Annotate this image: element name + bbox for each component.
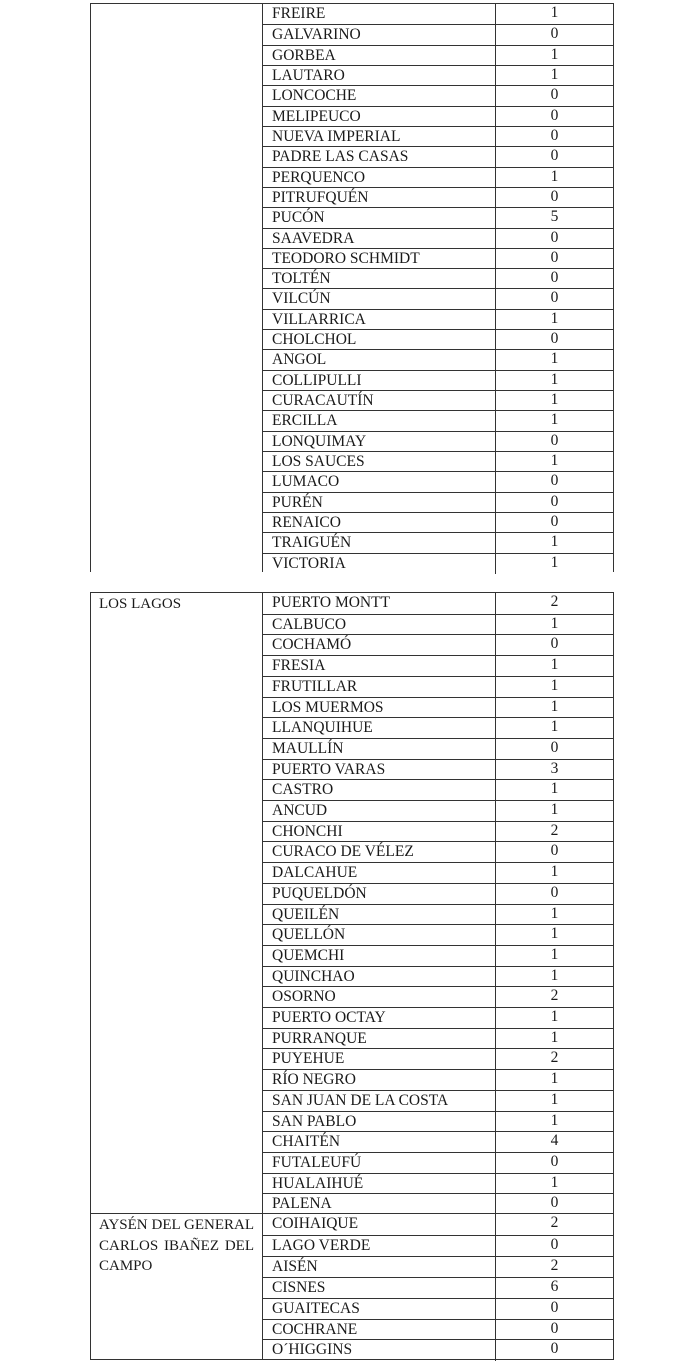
commune-count: 0 xyxy=(495,634,613,656)
commune-name: GALVARINO xyxy=(272,26,361,44)
commune-name: SAN PABLO xyxy=(272,1112,357,1130)
table-row xyxy=(263,431,613,451)
commune-count: 1 xyxy=(495,655,613,677)
commune-name: COIHAIQUE xyxy=(272,1215,359,1232)
commune-count: 0 xyxy=(495,492,613,513)
commune-count: 0 xyxy=(495,431,613,452)
commune-name: PURÉN xyxy=(272,493,323,511)
table-row xyxy=(263,1214,613,1235)
commune-count: 3 xyxy=(495,759,613,781)
table-row xyxy=(263,1152,613,1173)
commune-name: SAAVEDRA xyxy=(272,229,355,247)
commune-count: 0 xyxy=(495,1339,613,1361)
commune-name: CASTRO xyxy=(272,781,334,799)
region-cell xyxy=(91,4,263,572)
table-row xyxy=(263,759,613,780)
commune-count: 0 xyxy=(495,1193,613,1215)
commune-name: LOS MUERMOS xyxy=(272,698,384,716)
commune-count: 0 xyxy=(495,471,613,492)
table-row xyxy=(263,4,613,24)
commune-name: O´HIGGINS xyxy=(272,1341,353,1359)
commune-name: COCHAMÓ xyxy=(272,636,352,654)
commune-rows xyxy=(263,1214,613,1360)
table-row xyxy=(263,655,613,676)
table-row xyxy=(263,390,613,410)
commune-name: VILLARRICA xyxy=(272,310,366,328)
commune-name: ANCUD xyxy=(272,802,328,819)
table-row xyxy=(263,945,613,966)
commune-name: TRAIGUÉN xyxy=(272,534,352,552)
commune-name: GUAITECAS xyxy=(272,1299,360,1317)
table-bottom-border xyxy=(90,1359,614,1360)
commune-name: PUYEHUE xyxy=(272,1050,345,1068)
commune-count: 1 xyxy=(495,65,613,86)
commune-count: 0 xyxy=(495,85,613,106)
commune-name: LONCOCHE xyxy=(272,87,357,105)
commune-count: 0 xyxy=(495,24,613,45)
table-row xyxy=(263,1007,613,1028)
commune-count: 0 xyxy=(495,228,613,249)
table-row xyxy=(263,738,613,759)
commune-name: LOS SAUCES xyxy=(272,453,365,471)
table-row xyxy=(263,126,613,146)
commune-count: 6 xyxy=(495,1277,613,1299)
commune-count: 1 xyxy=(495,1069,613,1091)
table-row xyxy=(263,676,613,697)
table-row xyxy=(263,370,613,390)
commune-count: 1 xyxy=(495,945,613,967)
table-row xyxy=(263,349,613,369)
table-row xyxy=(263,1173,613,1194)
commune-count: 2 xyxy=(495,592,613,614)
table-row xyxy=(263,410,613,430)
commune-name: RENAICO xyxy=(272,514,341,531)
commune-name: LUMACO xyxy=(272,473,340,491)
table-row xyxy=(263,862,613,883)
commune-name: QUINCHAO xyxy=(272,967,355,985)
commune-name: ERCILLA xyxy=(272,412,338,430)
commune-name: QUEMCHI xyxy=(272,946,345,964)
table-row xyxy=(263,24,613,44)
commune-count: 0 xyxy=(495,512,613,533)
commune-name: TEODORO SCHMIDT xyxy=(272,249,420,267)
table-row xyxy=(263,1111,613,1132)
commune-name: PUERTO MONTT xyxy=(272,594,391,611)
commune-name: LONQUIMAY xyxy=(272,432,367,450)
commune-name: LAUTARO xyxy=(272,66,345,84)
commune-count: 0 xyxy=(495,841,613,863)
commune-name: LLANQUIHUE xyxy=(272,719,373,737)
commune-count: 0 xyxy=(495,268,613,289)
commune-name: FUTALEUFÚ xyxy=(272,1153,362,1171)
commune-rows xyxy=(263,593,613,1214)
commune-name: PALENA xyxy=(272,1195,332,1213)
commune-rows xyxy=(263,4,613,573)
table-section-aysen xyxy=(90,1213,614,1359)
table-row xyxy=(263,697,613,718)
table-row xyxy=(263,1298,613,1319)
region-cell: LOS LAGOS xyxy=(91,593,263,1213)
table-row xyxy=(263,717,613,738)
commune-name: GORBEA xyxy=(272,46,336,64)
commune-name: PITRUFQUÉN xyxy=(272,188,369,206)
commune-count: 0 xyxy=(495,146,613,167)
commune-count: 1 xyxy=(495,553,613,574)
table-row xyxy=(263,268,613,288)
table-row xyxy=(263,45,613,65)
commune-count: 1 xyxy=(495,1111,613,1133)
commune-count: 1 xyxy=(495,309,613,330)
commune-count: 0 xyxy=(495,1298,613,1320)
table-row xyxy=(263,1277,613,1298)
commune-count: 0 xyxy=(495,288,613,309)
table-row xyxy=(263,1193,613,1214)
commune-name: SAN JUAN DE LA COSTA xyxy=(272,1091,449,1109)
commune-count: 1 xyxy=(495,167,613,188)
commune-count: 0 xyxy=(495,329,613,350)
table-row xyxy=(263,593,613,614)
commune-count: 4 xyxy=(495,1131,613,1153)
commune-name: NUEVA IMPERIAL xyxy=(272,127,401,145)
commune-count: 0 xyxy=(495,1235,613,1257)
commune-count: 1 xyxy=(495,390,613,411)
commune-count: 2 xyxy=(495,1213,613,1235)
commune-count: 1 xyxy=(495,966,613,988)
commune-name: AISÉN xyxy=(272,1257,318,1275)
table-row xyxy=(263,65,613,85)
commune-name: MELIPEUCO xyxy=(272,107,361,125)
commune-count: 0 xyxy=(495,187,613,208)
commune-name: PUERTO OCTAY xyxy=(272,1009,386,1026)
table-row xyxy=(263,634,613,655)
commune-count: 1 xyxy=(495,1173,613,1195)
commune-count: 1 xyxy=(495,717,613,739)
table-row xyxy=(263,187,613,207)
table-row xyxy=(263,85,613,105)
table-row xyxy=(263,779,613,800)
commune-name: COCHRANE xyxy=(272,1320,358,1338)
commune-name: TOLTÉN xyxy=(272,270,331,288)
commune-count: 1 xyxy=(495,1090,613,1112)
commune-count: 1 xyxy=(495,370,613,391)
table-row xyxy=(263,1235,613,1256)
commune-name: CURACAUTÍN xyxy=(272,392,374,410)
commune-count: 1 xyxy=(495,904,613,926)
commune-count: 1 xyxy=(495,697,613,719)
commune-count: 1 xyxy=(495,1028,613,1050)
commune-count: 1 xyxy=(495,1007,613,1029)
commune-name: FRESIA xyxy=(272,657,326,675)
commune-name: OSORNO xyxy=(272,988,336,1006)
commune-count: 0 xyxy=(495,1319,613,1341)
commune-count: 2 xyxy=(495,1256,613,1278)
commune-count: 1 xyxy=(495,451,613,472)
commune-count: 1 xyxy=(495,862,613,884)
table-row xyxy=(263,614,613,635)
commune-count: 0 xyxy=(495,106,613,127)
commune-name: PUCÓN xyxy=(272,209,325,227)
table-row xyxy=(263,883,613,904)
commune-name: QUEILÉN xyxy=(272,905,340,923)
commune-name: PERQUENCO xyxy=(272,168,366,186)
table-row xyxy=(263,288,613,308)
table-row xyxy=(263,1319,613,1340)
commune-count: 2 xyxy=(495,821,613,843)
table-row xyxy=(263,800,613,821)
commune-name: COLLIPULLI xyxy=(272,371,362,389)
commune-name: RÍO NEGRO xyxy=(272,1071,356,1089)
table-row xyxy=(263,532,613,552)
commune-count: 1 xyxy=(495,614,613,636)
table-row xyxy=(263,248,613,268)
commune-count: 0 xyxy=(495,883,613,905)
table-row xyxy=(263,986,613,1007)
commune-count: 1 xyxy=(495,779,613,801)
table-row xyxy=(263,146,613,166)
table-row xyxy=(263,1048,613,1069)
table-row xyxy=(263,451,613,471)
commune-count: 2 xyxy=(495,986,613,1008)
commune-name: VILCÚN xyxy=(272,290,331,308)
commune-name: PUERTO VARAS xyxy=(272,760,386,778)
commune-count: 0 xyxy=(495,126,613,147)
commune-name: CHONCHI xyxy=(272,822,343,840)
table-row xyxy=(263,1028,613,1049)
table-row xyxy=(263,1090,613,1111)
commune-count: 1 xyxy=(495,410,613,431)
commune-name: CISNES xyxy=(272,1278,326,1296)
commune-name: PUQUELDÓN xyxy=(272,884,367,902)
commune-name: VICTORIA xyxy=(272,554,346,572)
commune-name: QUELLÓN xyxy=(272,926,346,944)
commune-name: MAULLÍN xyxy=(272,739,344,757)
commune-count: 1 xyxy=(495,676,613,698)
commune-name: DALCAHUE xyxy=(272,864,358,882)
commune-count: 0 xyxy=(495,738,613,760)
commune-name: FRUTILLAR xyxy=(272,677,358,695)
table-section-los-lagos xyxy=(90,592,614,1213)
table-row xyxy=(263,553,613,573)
table-row xyxy=(263,207,613,227)
table-row xyxy=(263,821,613,842)
table-row xyxy=(263,167,613,187)
table-row xyxy=(263,1339,613,1360)
commune-count: 1 xyxy=(495,3,613,24)
table-row xyxy=(263,228,613,248)
commune-name: CHAITÉN xyxy=(272,1133,341,1151)
table-section-araucania xyxy=(90,3,614,572)
table-row xyxy=(263,1069,613,1090)
commune-name: LAGO VERDE xyxy=(272,1236,371,1254)
region-cell: AYSÉN DEL GENERAL CARLOS IBAÑEZ DEL CAMPO xyxy=(91,1214,263,1359)
table-row xyxy=(263,1131,613,1152)
table-row xyxy=(263,106,613,126)
commune-name: CALBUCO xyxy=(272,615,347,633)
commune-count: 2 xyxy=(495,1048,613,1070)
commune-name: PURRANQUE xyxy=(272,1029,367,1047)
table-row xyxy=(263,329,613,349)
commune-count: 1 xyxy=(495,349,613,370)
table-row xyxy=(263,841,613,862)
table-row xyxy=(263,904,613,925)
commune-count: 0 xyxy=(495,248,613,269)
table-row xyxy=(263,309,613,329)
commune-name: ANGOL xyxy=(272,351,327,369)
table-row xyxy=(263,492,613,512)
commune-count: 1 xyxy=(495,924,613,946)
table-row xyxy=(263,924,613,945)
table-row xyxy=(263,1256,613,1277)
commune-count: 5 xyxy=(495,207,613,228)
table-row xyxy=(263,512,613,532)
commune-name: FREIRE xyxy=(272,5,326,22)
commune-name: CHOLCHOL xyxy=(272,331,357,349)
commune-count: 1 xyxy=(495,45,613,66)
commune-name: PADRE LAS CASAS xyxy=(272,148,409,166)
commune-name: CURACO DE VÉLEZ xyxy=(272,843,414,861)
table-row xyxy=(263,966,613,987)
commune-name: HUALAIHUÉ xyxy=(272,1174,364,1192)
table-row xyxy=(263,471,613,491)
commune-count: 0 xyxy=(495,1152,613,1174)
commune-count: 1 xyxy=(495,800,613,822)
commune-count: 1 xyxy=(495,532,613,553)
